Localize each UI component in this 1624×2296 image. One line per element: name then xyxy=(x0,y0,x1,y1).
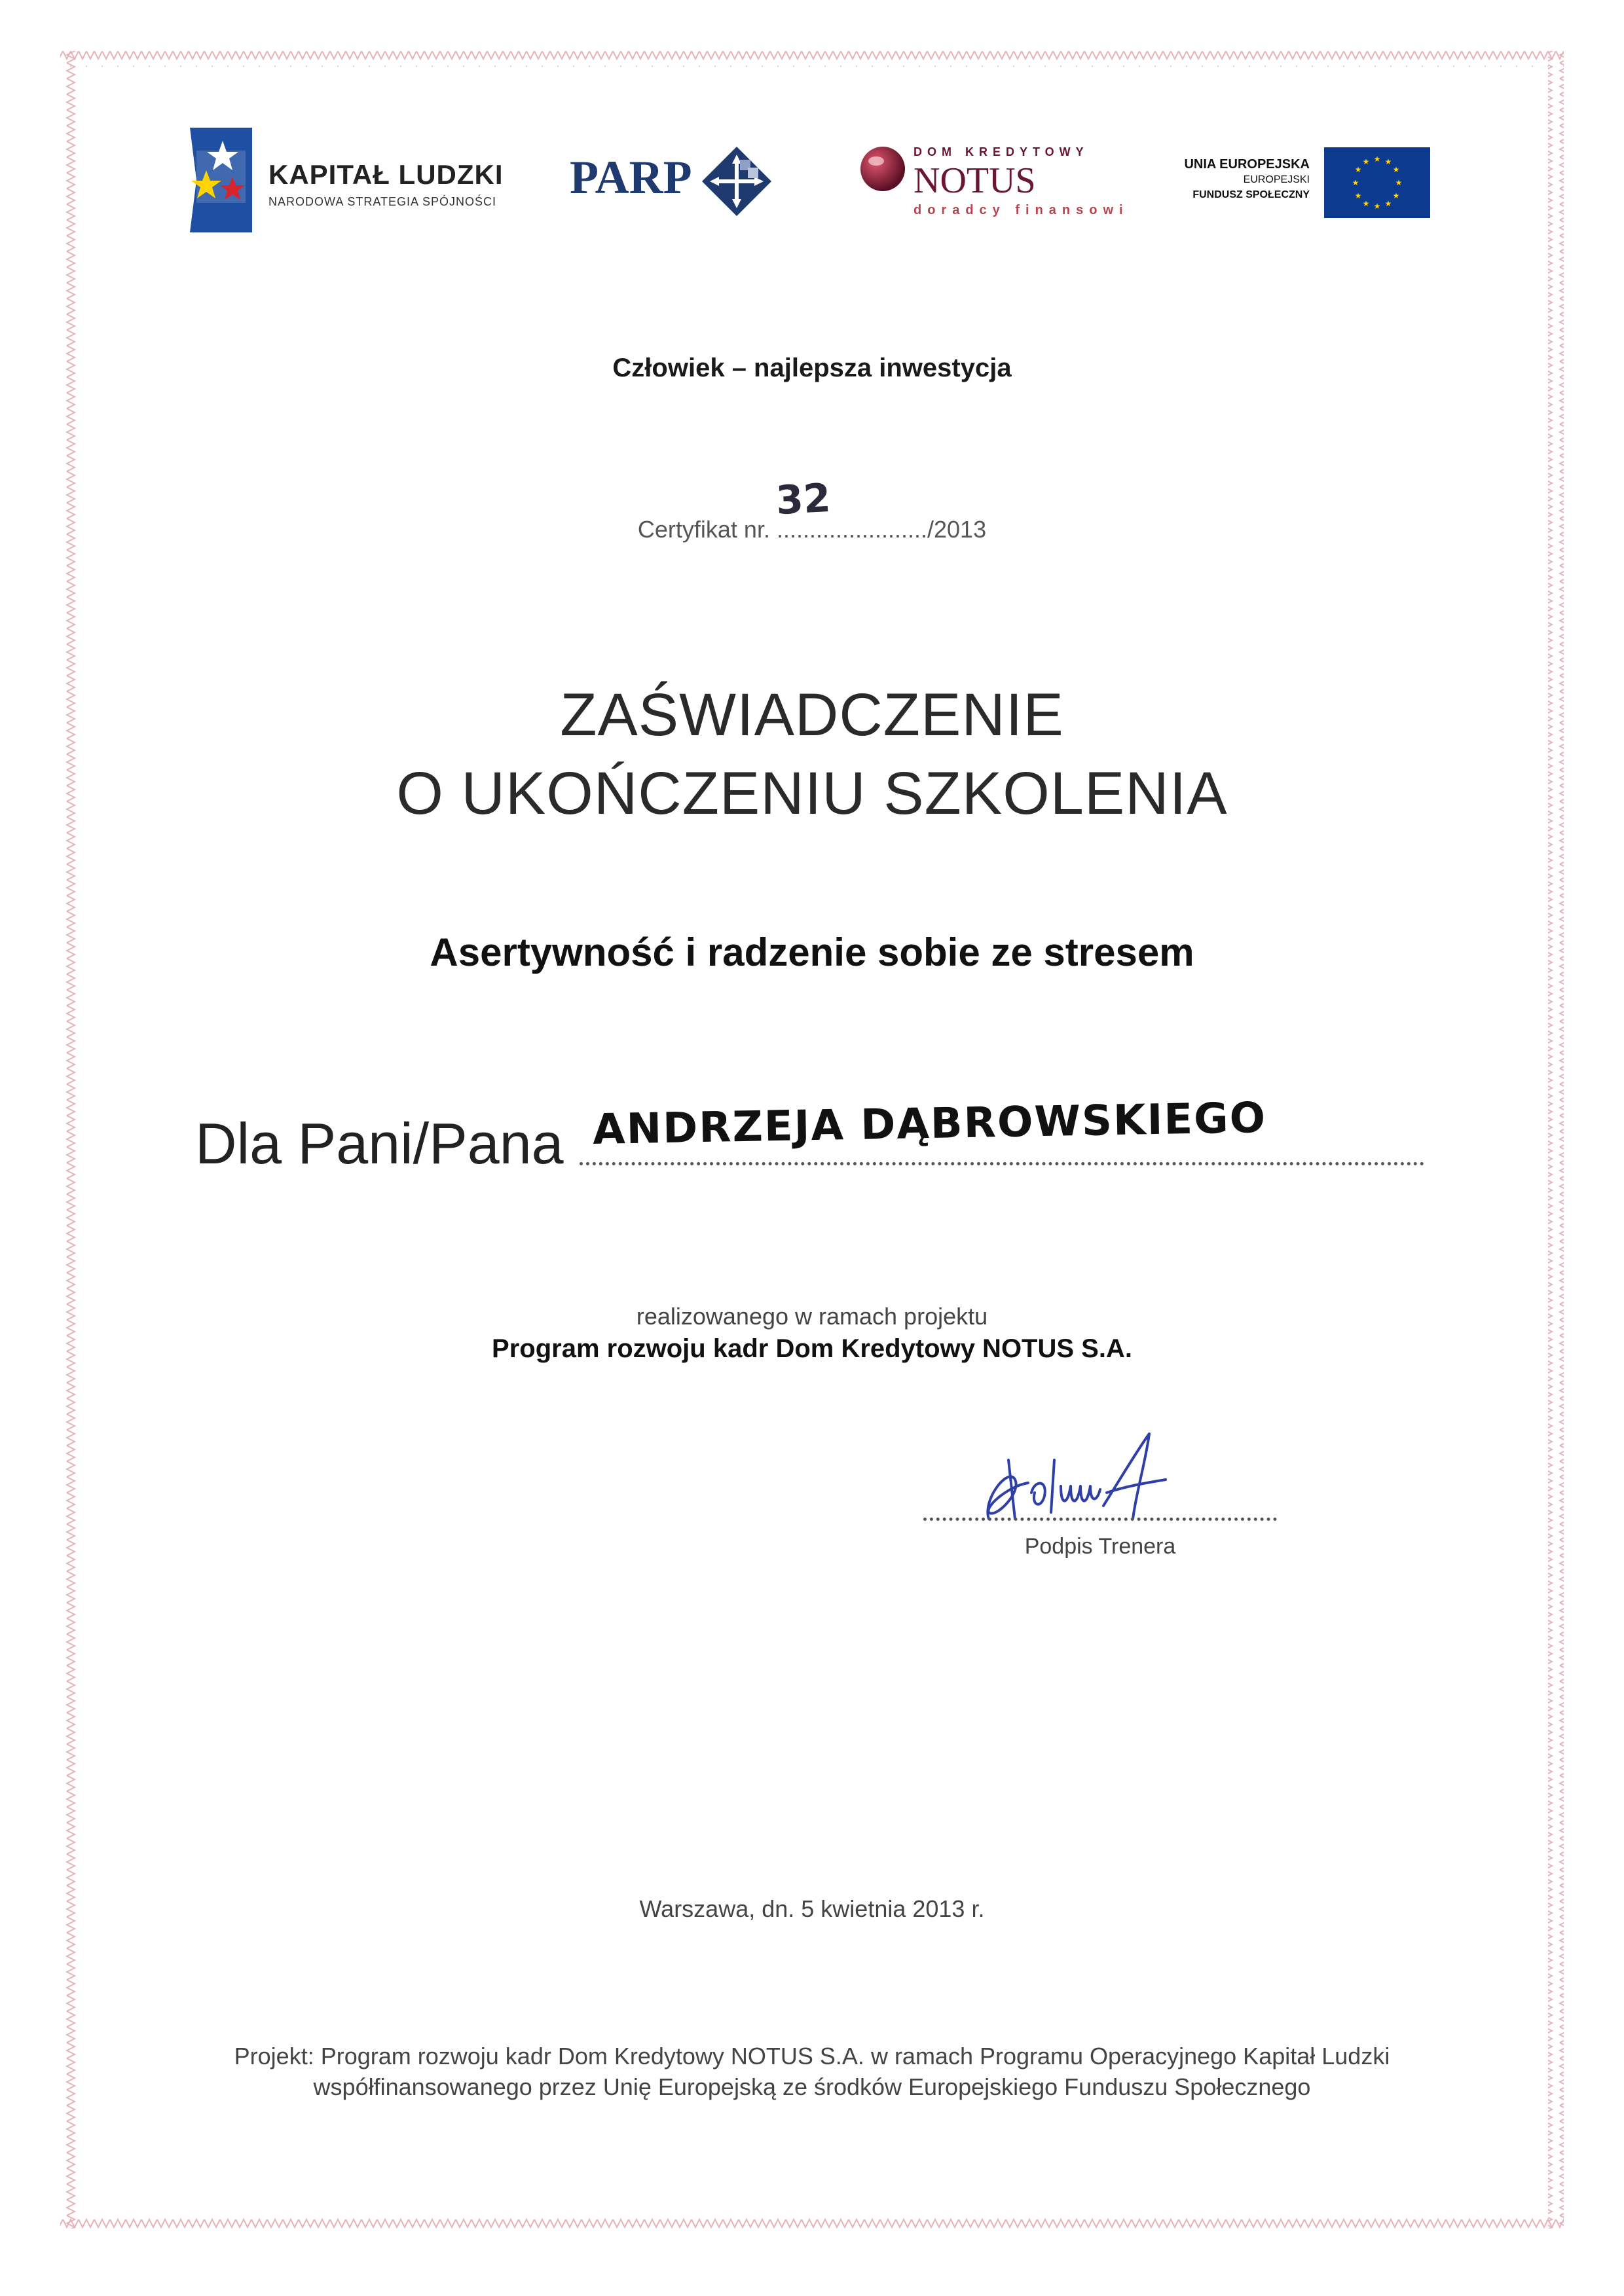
svg-text:★: ★ xyxy=(1362,157,1370,166)
svg-text:★: ★ xyxy=(1354,191,1362,200)
eu-line-2: EUROPEJSKI xyxy=(1243,174,1310,185)
svg-text:★: ★ xyxy=(1384,157,1392,166)
parp-arrows-icon xyxy=(701,145,773,217)
project-name: Program rozwoju kadr Dom Kredytowy NOTUS S.A. xyxy=(492,1334,1132,1363)
recipient-dotted-line xyxy=(580,1162,1424,1165)
footer-line-2: współfinansowanego przez Unię Europejską ze środków Europejskiego Funduszu Społecznego xyxy=(313,2073,1311,2100)
eu-line-3: FUNDUSZ SPOŁECZNY xyxy=(1192,189,1310,200)
svg-text:★: ★ xyxy=(1352,178,1359,187)
slogan: Człowiek – najlepsza inwestycja xyxy=(612,354,1012,382)
recipient-label: Dla Pani/Pana xyxy=(195,1111,564,1176)
signature-label: Podpis Trenera xyxy=(1024,1534,1176,1559)
project-intro: realizowanego w ramach projektu xyxy=(636,1303,988,1330)
eu-flag-icon xyxy=(1324,147,1430,218)
kapital-ludzki-emblem xyxy=(183,124,255,236)
notus-subtitle: doradcy finansowi xyxy=(913,203,1129,217)
notus-top-text: DOM KREDYTOWY xyxy=(913,145,1089,158)
svg-text:★: ★ xyxy=(1392,165,1400,174)
footer-line-1: Projekt: Program rozwoju kadr Dom Kredytowy NOTUS S.A. w ramach Programu Operacyjnego Kapitał Ludzki xyxy=(234,2043,1390,2069)
svg-text:★: ★ xyxy=(1395,178,1403,187)
trainer-signature xyxy=(969,1421,1192,1532)
parp-logo-text: PARP xyxy=(570,151,692,204)
svg-text:★: ★ xyxy=(1354,165,1362,174)
kapital-ludzki-title: KAPITAŁ LUDZKI xyxy=(268,159,504,190)
signature-dotted-line xyxy=(923,1518,1277,1521)
eu-line-1: UNIA EUROPEJSKA xyxy=(1184,157,1310,172)
recipient-name-handwritten: ANDRZEJA DĄBROWSKIEGO xyxy=(592,1094,1267,1154)
svg-text:★: ★ xyxy=(1384,199,1392,208)
notus-ball-icon xyxy=(859,145,906,192)
svg-text:★: ★ xyxy=(1373,155,1381,164)
kapital-ludzki-subtitle: NARODOWA STRATEGIA SPÓJNOŚCI xyxy=(268,195,497,208)
title-line-1: ZAŚWIADCZENIE xyxy=(560,682,1064,748)
svg-text:★: ★ xyxy=(1362,199,1370,208)
svg-text:★: ★ xyxy=(1373,202,1381,211)
svg-text:★: ★ xyxy=(1392,191,1400,200)
course-name: Asertywność i radzenie sobie ze stresem xyxy=(430,930,1194,974)
title-line-2: O UKOŃCZENIU SZKOLENIA xyxy=(396,760,1228,827)
certificate-number-line: Certyfikat nr. ......................./2013 xyxy=(637,516,987,543)
notus-name: NOTUS xyxy=(913,160,1036,201)
certificate-number-handwritten: 32 xyxy=(775,475,832,524)
place-date: Warszawa, dn. 5 kwietnia 2013 r. xyxy=(639,1895,985,1922)
